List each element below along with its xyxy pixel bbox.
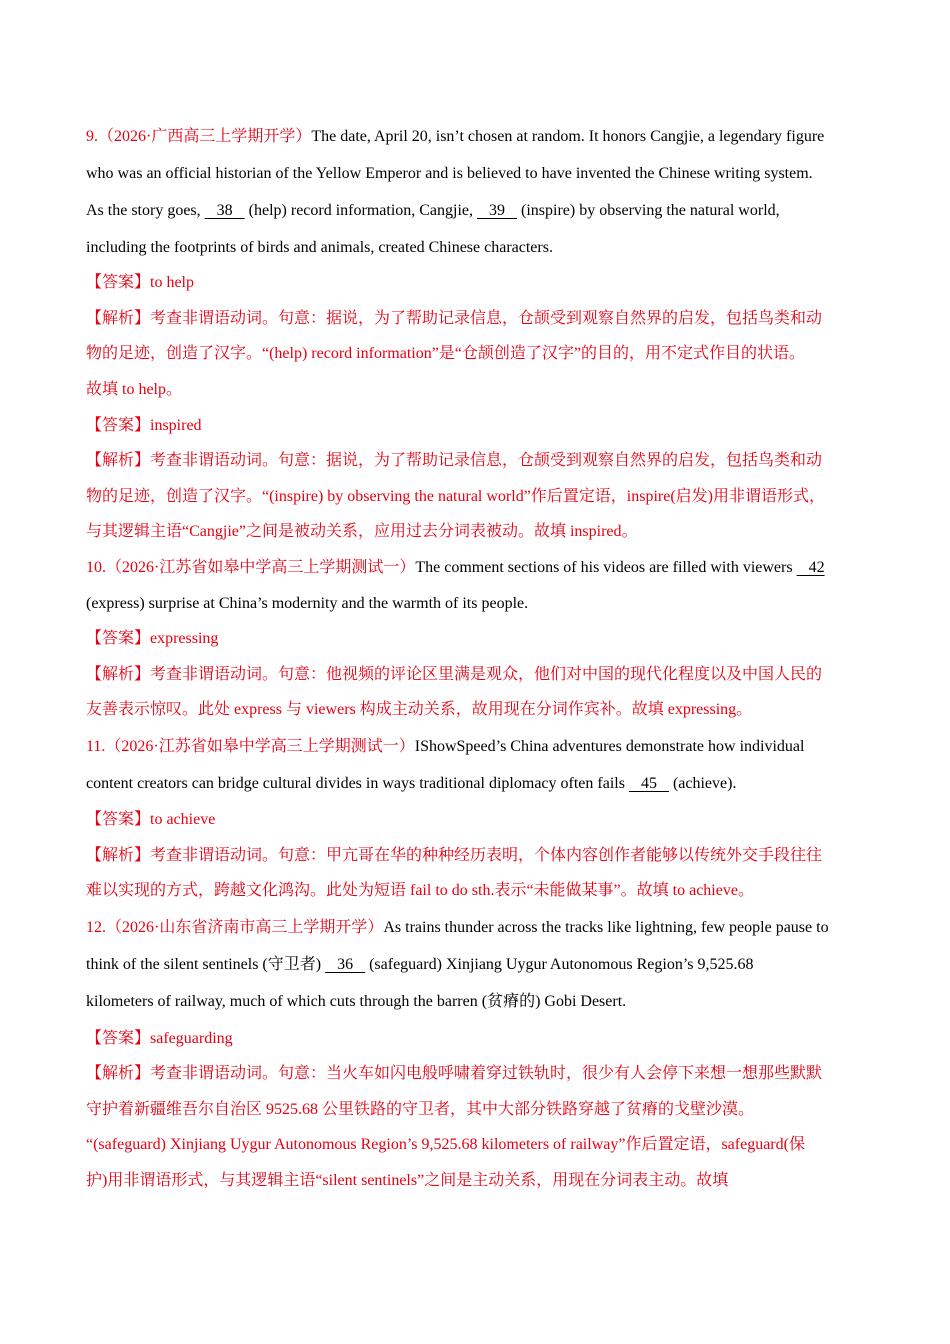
q9-blank-38: 38 — [204, 202, 245, 220]
q11-line-1: 11.（2026·江苏省如皋中学高三上学期测试一）IShowSpeed’s China adventures demonstrate how individual — [86, 737, 805, 755]
q9-analysis-2-line-1: 【解析】考查非谓语动词。句意：据说，为了帮助记录信息，仓颉受到观察自然界的启发，包括鸟类和动 — [86, 452, 823, 470]
q11-number: 11. — [86, 737, 106, 755]
q11-analysis-line-2: 难以实现的方式，跨越文化鸿沟。此处为短语 fail to do sth.表示“未能做某事”。故填 to achieve。 — [86, 882, 754, 900]
q12-source: （2026·山东省济南市高三上学期开学） — [106, 919, 384, 937]
q9-number: 9. — [86, 128, 98, 145]
q9-line-4: including the footprints of birds and animals, created Chinese characters. — [86, 238, 553, 256]
q10-answer: 【答案】expressing — [86, 630, 219, 648]
q12-analysis-line-4: 护)用非谓语形式，与其逻辑主语“silent sentinels”之间是主动关系，用现在分词表主动。故填 — [86, 1171, 729, 1189]
q10-analysis-line-2: 友善表示惊叹。此处 express 与 viewers 构成主动关系，故用现在分词作宾补。故填 expressing。 — [86, 701, 753, 719]
q9-analysis-2-line-3: 与其逻辑主语“Cangjie”之间是被动关系，应用过去分词表被动。故填 inspired。 — [86, 523, 638, 541]
q10-number: 10. — [86, 558, 106, 576]
q9-analysis-2-line-2: 物的足迹，创造了汉字。“(inspire) by observing the natural world”作后置定语，inspire(启发)用非谓语形式， — [86, 487, 826, 505]
q10-line-1: 10.（2026·江苏省如皋中学高三上学期测试一）The comment sections of his videos are filled with viewers 42 — [86, 558, 825, 576]
q11-line-2: content creators can bridge cultural divides in ways traditional diplomacy often fails 45 (achieve). — [86, 775, 737, 793]
q9-blank-39: 39 — [477, 202, 518, 220]
q12-line-2: think of the silent sentinels (守卫者) 36 (safeguard) Xinjiang Uygur Autonomous Region’s 9,525.68 — [86, 956, 754, 974]
q9-line-3: As the story goes, 38 (help) record information, Cangjie, 39 (inspire) by observing the natural world, — [86, 202, 780, 220]
q12-analysis-line-2: 守护着新疆维吾尔自治区 9525.68 公里铁路的守卫者，其中大部分铁路穿越了贫瘠的戈壁沙漠。 — [86, 1100, 755, 1118]
q12-blank-36: 36 — [325, 956, 366, 974]
q11-answer: 【答案】to achieve — [86, 811, 216, 829]
q9-line-1 — [86, 118, 866, 155]
q12-number: 12. — [86, 919, 106, 937]
q12-analysis-line-3: “(safeguard) Xinjiang Uygur Autonomous Region’s 9,525.68 kilometers of railway”作后置定语，safeguard(保 — [86, 1136, 805, 1154]
q9-answer-2: 【答案】inspired — [86, 416, 202, 434]
q10-line-2: (express) surprise at China’s modernity and the warmth of its people. — [86, 594, 529, 612]
q11-analysis-line-1: 【解析】考查非谓语动词。句意：甲亢哥在华的种种经历表明，个体内容创作者能够以传统外交手段往往 — [86, 846, 823, 864]
q12-analysis-line-1: 【解析】考查非谓语动词。句意：当火车如闪电般呼啸着穿过铁轨时，很少有人会停下来想一想那些默默 — [86, 1065, 823, 1083]
q10-blank-42: 42 — [796, 558, 825, 576]
q9-text: The date, April 20, isn’t chosen at random. It honors Cangjie, a legendary figure — [311, 128, 825, 145]
document-page — [86, 118, 866, 1199]
q12-answer: 【答案】safeguarding — [86, 1029, 233, 1047]
q10-source: （2026·江苏省如皋中学高三上学期测试一） — [106, 558, 416, 576]
q12-line-3: kilometers of railway, much of which cuts through the barren (贫瘠的) Gobi Desert. — [86, 993, 627, 1011]
q9-analysis-1-line-3: 故填 to help。 — [86, 380, 182, 398]
q11-source: （2026·江苏省如皋中学高三上学期测试一） — [105, 737, 415, 755]
q9-line-2: who was an official historian of the Yellow Emperor and is believed to have invented the Chinese writing system. — [86, 165, 813, 183]
q9-analysis-1-line-2: 物的足迹，创造了汉字。“(help) record information”是“仓颉创造了汉字”的目的，用不定式作目的状语。 — [86, 345, 806, 363]
q9-analysis-1-line-1: 【解析】考查非谓语动词。句意：据说，为了帮助记录信息，仓颉受到观察自然界的启发，包括鸟类和动 — [86, 309, 823, 327]
q10-analysis-line-1: 【解析】考查非谓语动词。句意：他视频的评论区里满是观众，他们对中国的现代化程度以及中国人民的 — [86, 665, 823, 683]
q11-blank-45: 45 — [628, 775, 669, 793]
q9-answer-1: 【答案】to help — [86, 274, 194, 292]
q9-source: （2026·广西高三上学期开学） — [98, 128, 312, 145]
q12-line-1: 12.（2026·山东省济南市高三上学期开学）As trains thunder across the tracks like lightning, few people pause to — [86, 919, 829, 937]
